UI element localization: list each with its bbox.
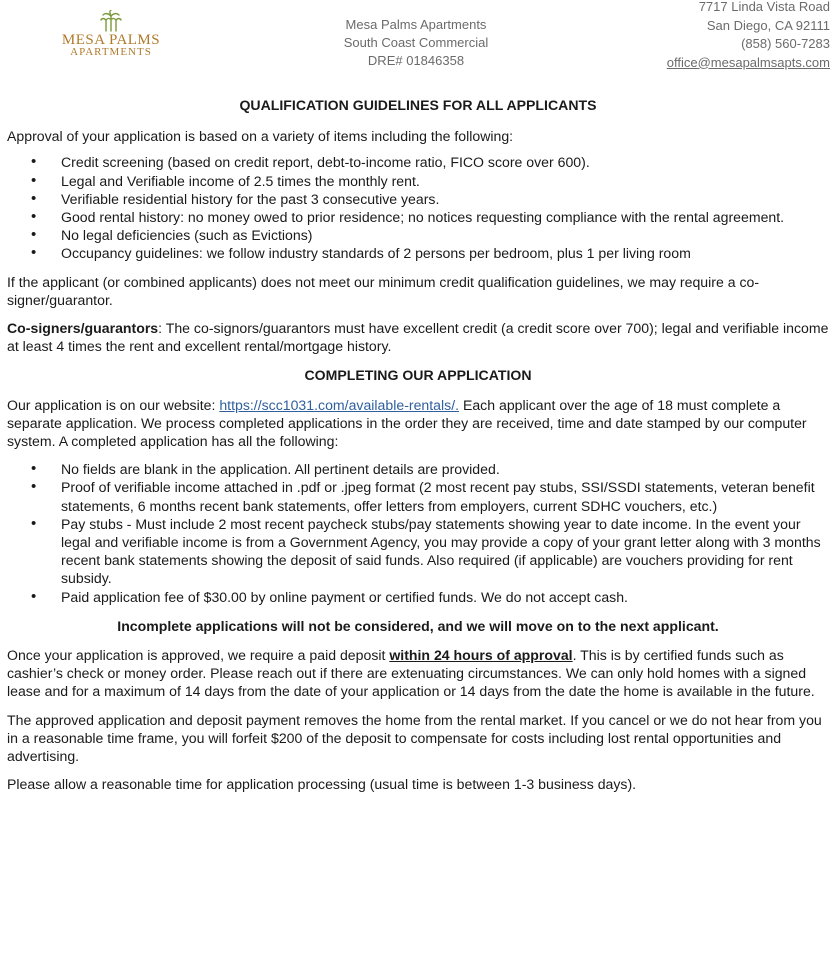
intro-text-before: Our application is on our website: <box>7 396 220 413</box>
list-item: • Credit screening (based on credit report, debt-to-income ratio, FICO score over 600). <box>7 153 829 171</box>
phone-number: (858) 560-7283 <box>741 36 830 51</box>
list-item: • Good rental history: no money owed to prior residence; no notices requesting compliance with the rental agreement. <box>7 208 829 226</box>
intro-text-after: Each applicant over the age of 18 must complete a separate application. We process completed applications in the order they are received, time and date stamped by our computer system. A completed application has all the following: <box>7 396 807 450</box>
website-link[interactable]: https://scc1031.com/available-rentals/. <box>219 396 460 413</box>
contact-info <box>570 0 830 72</box>
city-state-zip: San Diego, CA 92111 <box>706 17 830 33</box>
deposit-deadline: within 24 hours of approval <box>389 647 573 664</box>
list-item: • Paid application fee of $30.00 by online payment or certified funds. We do not accept cash. <box>7 588 829 606</box>
cosigner-note: If the applicant (or combined applicants) does not meet our minimum credit qualification guidelines, we may require a co-signer/guarantor. <box>7 273 760 308</box>
processing-paragraph: Please allow a reasonable time for application processing (usual time is between 1-3 business days). <box>7 776 637 793</box>
logo-wordmark-line1: MESA PALMS <box>61 32 161 48</box>
qualification-intro: Approval of your application is based on a variety of items including the following: <box>7 128 514 145</box>
completion-list <box>7 460 829 606</box>
deposit-paragraph <box>7 646 829 701</box>
forfeit-paragraph: The approved application and deposit payment removes the home from the rental market. If you cancel or we do not hear from you in a reasonable time frame, you will forfeit $200 of the deposit to compensate for costs including lost rental opportunities and advertising. <box>7 711 822 765</box>
list-item: • Proof of verifiable income attached in .pdf or .jpeg format (2 most recent pay stubs, SSI/SSDI statements, veteran benefit statements, 6 months recent bank statements, offer letters from employers, current SDHC vouchers, etc.) <box>7 478 829 514</box>
property-name: Mesa Palms Apartments <box>345 17 487 32</box>
list-item: • No fields are blank in the application. All pertinent details are provided. <box>7 460 829 478</box>
document-body <box>7 96 829 794</box>
palm-tree-icon <box>96 10 126 32</box>
list-item: • Legal and Verifiable income of 2.5 times the monthly rent. <box>7 172 829 190</box>
dre-number: DRE# 01846358 <box>367 53 465 68</box>
completing-heading: COMPLETING OUR APPLICATION <box>304 367 532 384</box>
qualification-heading: QUALIFICATION GUIDELINES FOR ALL APPLICANTS <box>239 97 597 113</box>
logo-wordmark-line2: APARTMENTS <box>70 46 152 58</box>
incomplete-warning: Incomplete applications will not be considered, and we will move on to the next applicant. <box>117 617 719 634</box>
email-link[interactable]: office@mesapalmsapts.com <box>666 54 830 70</box>
list-item: • Occupancy guidelines: we follow industry standards of 2 persons per bedroom, plus 1 per living room <box>7 244 829 262</box>
cosigner-text: : The co-signors/guarantors must have excellent credit (a credit score over 700); legal and verifiable income at least 4 times the rent and excellent rental/mortgage history. <box>7 320 829 355</box>
qualification-list <box>7 153 829 262</box>
street-address: 7717 Linda Vista Road <box>698 0 830 14</box>
management-company: South Coast Commercial <box>343 35 489 50</box>
letterhead <box>0 0 835 80</box>
deposit-text-before: Once your application is approved, we require a paid deposit <box>7 647 390 664</box>
company-info <box>300 16 532 70</box>
list-item: • Pay stubs - Must include 2 most recent paycheck stubs/pay statements showing year to date income. In the event your legal and verifiable income is from a Government Agency, you may provide a copy of your grant letter along with 3 months recent bank statements showing the deposit of said funds. Also required (if applicable) are vouchers providing for rent subsidy. <box>7 515 829 588</box>
company-logo <box>56 10 166 58</box>
cosigner-label: Co-signers/guarantors <box>7 320 159 337</box>
deposit-text-after: . This is by certified funds such as cashier’s check or money order. Please reach out if there are extenuating circumstances. We can only hold homes with a signed lease and for a maximum of 14 days from the date of your application or 14 days from the date the home is available in the future. <box>7 647 815 700</box>
list-item: • No legal deficiencies (such as Evictions) <box>7 226 829 244</box>
application-intro <box>7 396 829 451</box>
cosigner-paragraph <box>7 319 829 355</box>
list-item: • Verifiable residential history for the past 3 consecutive years. <box>7 190 829 208</box>
